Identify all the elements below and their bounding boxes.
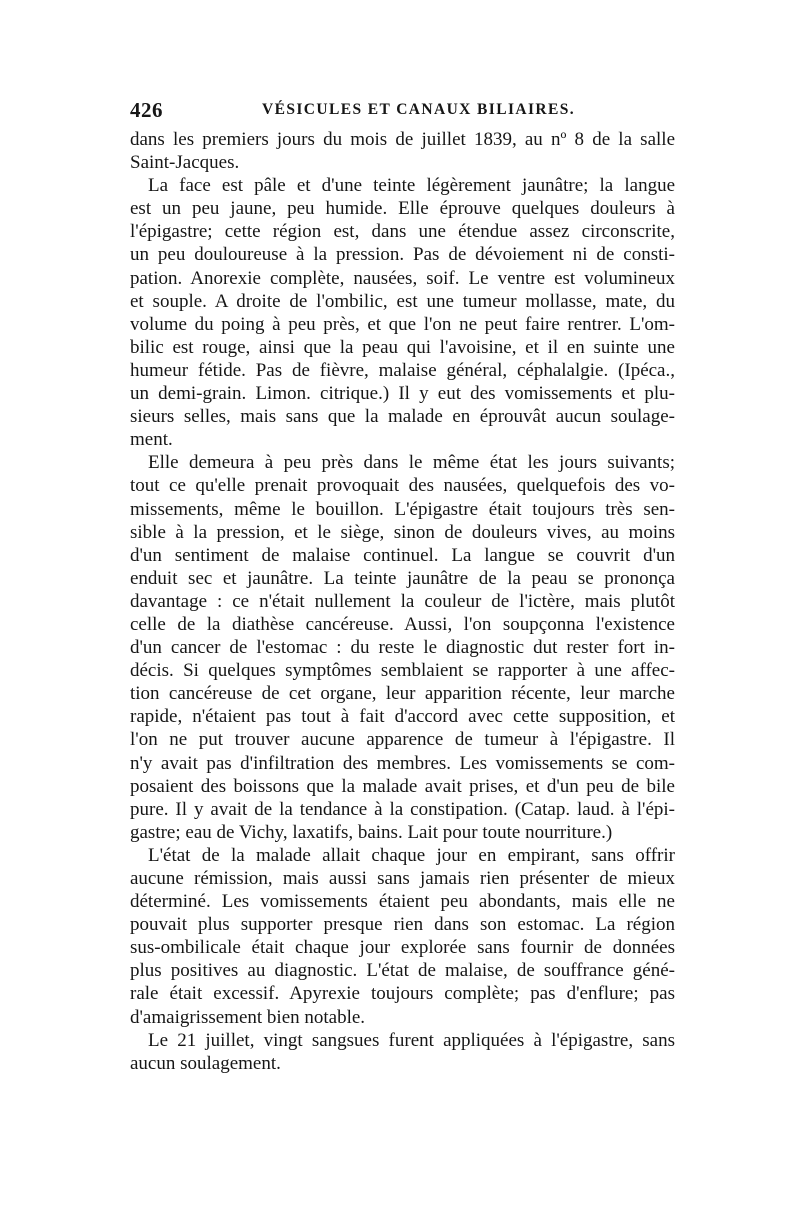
text-line: décis. Si quelques symptômes semblaient se rapporter à une affec-	[130, 660, 675, 682]
text-line: aucun soulagement.	[130, 1052, 281, 1074]
text-line: et souple. A droite de l'ombilic, est une tumeur mollasse, mate, du	[130, 290, 675, 312]
text-line: plus positives au diagnostic. L'état de malaise, de souffrance géné-	[130, 960, 675, 982]
text-line: L'état de la malade allait chaque jour en empirant, sans offrir	[148, 844, 675, 866]
text-line: sus-ombilicale était chaque jour explorée sans fournir de données	[130, 937, 675, 959]
text-line: d'un sentiment de malaise continuel. La langue se couvrit d'un	[130, 544, 675, 566]
text-line: d'un cancer de l'estomac : du reste le diagnostic dut rester fort in-	[130, 637, 675, 659]
text-line: Elle demeura à peu près dans le même état les jours suivants;	[148, 452, 675, 474]
text-line: un peu douloureuse à la pression. Pas de dévoiement ni de consti-	[130, 244, 675, 266]
text-line: pation. Anorexie complète, nausées, soif. Le ventre est volumineux	[130, 267, 675, 289]
text-line: tion cancéreuse de cet organe, leur apparition récente, leur marche	[130, 683, 675, 705]
text-line: l'épigastre; cette région est, dans une étendue assez circonscrite,	[130, 221, 675, 243]
text-line: enduit sec et jaunâtre. La teinte jaunâtre de la peau se prononça	[130, 567, 675, 589]
text-line: rale était excessif. Apyrexie toujours complète; pas d'enflure; pas	[130, 983, 675, 1005]
text-line: La face est pâle et d'une teinte légèrement jaunâtre; la langue	[148, 175, 675, 197]
text-line: un demi-grain. Limon. citrique.) Il y eut des vomissements et plu-	[130, 383, 675, 405]
text-line: volume du poing à peu près, et que l'on ne peut faire rentrer. L'om-	[130, 313, 675, 335]
body-text	[130, 128, 675, 1075]
text-line: tout ce qu'elle prenait provoquait des nausées, quelquefois des vo-	[130, 475, 675, 497]
text-line: sible à la pression, et le siège, sinon de douleurs vives, au moins	[130, 521, 675, 543]
text-line: déterminé. Les vomissements étaient peu abondants, mais elle ne	[130, 891, 675, 913]
text-line: ment.	[130, 429, 173, 451]
text-line: pouvait plus supporter presque rien dans son estomac. La région	[130, 914, 675, 936]
running-head	[130, 98, 675, 126]
text-line: d'amaigrissement bien notable.	[130, 1006, 366, 1028]
text-line: bilic est rouge, ainsi que la peau qui l'avoisine, et il en suinte une	[130, 336, 675, 358]
text-line: pure. Il y avait de la tendance à la constipation. (Catap. laud. à l'épi-	[130, 798, 675, 820]
text-line: rapide, n'étaient pas tout à fait d'accord avec cette supposition, et	[130, 706, 675, 728]
text-line: aucune rémission, mais aussi sans jamais rien présenter de mieux	[130, 868, 675, 889]
text-line: missements, même le bouillon. L'épigastre était toujours très sen-	[130, 498, 675, 520]
text-line: sieurs selles, mais sans que la malade en éprouvât aucun soulage-	[130, 406, 675, 428]
text-line: celle de la diathèse cancéreuse. Aussi, l'on soupçonna l'existence	[130, 613, 675, 635]
text-line: davantage : ce n'était nullement la couleur de l'ictère, mais plutôt	[130, 590, 675, 612]
text-line: gastre; eau de Vichy, laxatifs, bains. Lait pour toute nourriture.)	[130, 821, 613, 843]
text-line: l'on ne put trouver aucune apparence de tumeur à l'épigastre. Il	[130, 729, 675, 751]
text-line: posaient des boissons que la malade avait prises, et d'un peu de bile	[130, 775, 675, 797]
text-line: est un peu jaune, peu humide. Elle éprouve quelques douleurs à	[130, 198, 675, 220]
text-line: n'y avait pas d'infiltration des membres. Les vomissements se com-	[130, 752, 675, 774]
text-line: dans les premiers jours du mois de juillet 1839, au nº 8 de la salle	[130, 129, 675, 150]
text-line: Saint-Jacques.	[130, 152, 240, 174]
text-line: humeur fétide. Pas de fièvre, malaise général, céphalalgie. (Ipéca.,	[130, 359, 675, 381]
page-number: 426	[130, 98, 163, 122]
running-title: VÉSICULES ET CANAUX BILIAIRES.	[262, 101, 576, 118]
text-line: Le 21 juillet, vingt sangsues furent appliquées à l'épigastre, sans	[148, 1029, 675, 1051]
